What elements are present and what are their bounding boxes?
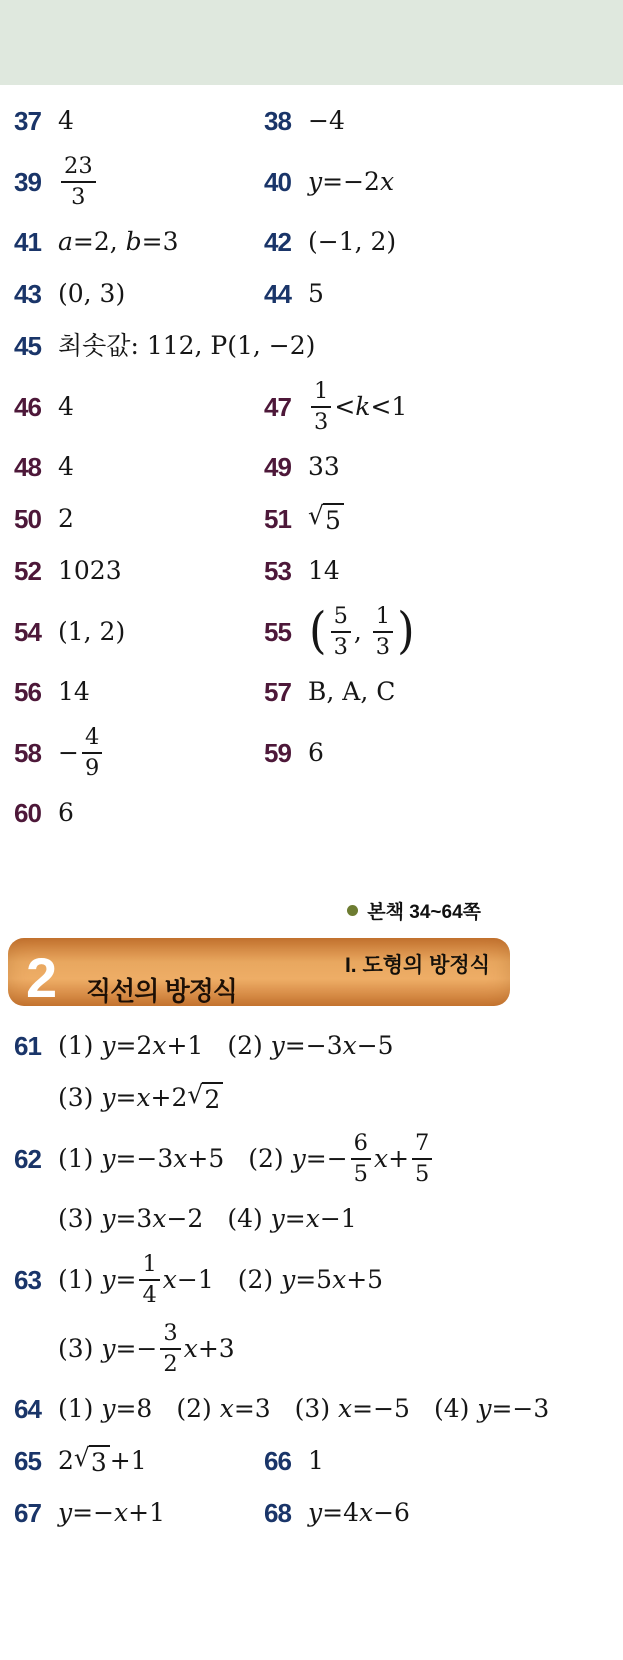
math-variable: y — [270, 1031, 285, 1060]
radical-icon: √ — [308, 500, 324, 530]
math-text: =5 — [295, 1264, 333, 1294]
page-top-band — [0, 0, 623, 85]
math-variable: x — [338, 1394, 353, 1423]
math-text: +1 — [128, 1498, 165, 1527]
answer-cell — [264, 677, 623, 707]
answer-cell — [14, 279, 264, 309]
math-variable: x — [152, 1031, 167, 1060]
answer-cell — [14, 155, 264, 208]
fraction — [351, 1132, 371, 1185]
math-text: =− — [305, 1143, 348, 1173]
math-text: =3 — [233, 1394, 271, 1423]
math-text: 4 — [58, 106, 74, 135]
answer-expression — [58, 1394, 549, 1424]
answer-cell — [264, 380, 623, 433]
question-number: 59 — [264, 737, 291, 768]
question-number: 55 — [264, 616, 291, 647]
answer-row — [14, 1080, 623, 1116]
math-text: +2 — [150, 1083, 188, 1112]
math-variable: x — [162, 1264, 177, 1294]
radical-icon: √ — [187, 1079, 204, 1109]
fraction-denominator: 2 — [163, 1350, 178, 1377]
question-number: 41 — [14, 227, 41, 257]
math-text: −5 — [356, 1031, 394, 1060]
answer-row — [14, 380, 623, 433]
answer-expression — [58, 1253, 383, 1306]
answer-row — [14, 103, 623, 139]
answer-row — [14, 674, 623, 710]
math-text: =−2 — [322, 166, 380, 196]
answer-cell — [14, 556, 264, 586]
question-number: 65 — [14, 1446, 41, 1476]
answer-cell — [264, 167, 623, 197]
answer-row — [14, 449, 623, 485]
answer-row — [14, 276, 623, 312]
math-text: 4 — [58, 391, 74, 421]
answer-cell — [14, 1322, 623, 1375]
math-variable: b — [125, 227, 142, 256]
answer-expression — [58, 1031, 394, 1061]
question-number: 61 — [14, 1031, 41, 1061]
math-text: (4) — [433, 1394, 478, 1423]
bullet-icon — [347, 905, 358, 916]
math-text: 6 — [58, 798, 74, 827]
answer-expression — [58, 504, 74, 534]
math-text: =−3 — [115, 1143, 174, 1173]
math-text: + — [388, 1143, 410, 1173]
answer-row — [14, 1253, 623, 1306]
fraction — [139, 1253, 159, 1306]
chapter-banner — [8, 938, 510, 1009]
answer-row — [14, 1132, 623, 1185]
math-text: (1) — [58, 1143, 102, 1173]
math-text: (3) — [58, 1333, 102, 1363]
answer-expression — [58, 1498, 165, 1528]
math-variable: x — [358, 1498, 374, 1527]
math-text: (2) — [248, 1143, 292, 1173]
math-text: =−3 — [491, 1394, 550, 1423]
fraction-numerator: 5 — [333, 603, 348, 629]
math-text: +1 — [166, 1031, 204, 1060]
radicand: 2 — [202, 1082, 223, 1115]
question-number: 64 — [14, 1394, 41, 1424]
math-text: = — [115, 1264, 137, 1294]
answer-row — [14, 726, 623, 779]
math-text: −1 — [319, 1204, 357, 1233]
answer-cell — [264, 738, 623, 768]
big-paren: ( — [309, 601, 327, 660]
answer-expression — [308, 106, 345, 136]
answer-expression — [308, 452, 340, 482]
fraction-numerator: 1 — [142, 1251, 157, 1277]
math-text: =8 — [115, 1394, 153, 1423]
answer-expression — [58, 1079, 223, 1115]
math-text: −4 — [308, 106, 345, 135]
fraction-denominator: 4 — [142, 1281, 157, 1308]
radicand: 3 — [89, 1445, 110, 1478]
answer-cell — [14, 227, 264, 257]
math-text: = — [284, 1204, 306, 1233]
math-text: =2 — [115, 1031, 153, 1060]
answer-cell — [14, 392, 264, 422]
answer-row — [14, 1495, 623, 1531]
question-number: 43 — [14, 279, 41, 309]
math-text: =− — [72, 1498, 115, 1527]
math-text: 14 — [308, 556, 340, 585]
math-variable: a — [58, 227, 73, 256]
fraction — [160, 1322, 180, 1375]
fraction — [373, 605, 393, 658]
answer-expression — [58, 331, 315, 361]
big-paren: ) — [397, 601, 415, 660]
math-variable: y — [101, 1394, 116, 1423]
question-number: 49 — [264, 452, 291, 482]
math-text: <1 — [370, 391, 408, 421]
answer-expression — [308, 677, 395, 707]
answer-expression — [58, 556, 122, 586]
math-text: 2 — [58, 504, 74, 533]
answer-expression — [308, 1498, 410, 1528]
question-number: 44 — [264, 279, 291, 309]
answer-expression — [308, 500, 344, 536]
math-variable: y — [281, 1264, 296, 1294]
question-number: 62 — [14, 1143, 41, 1174]
answer-cell — [14, 726, 264, 779]
math-variable: y — [101, 1333, 116, 1363]
question-number: 54 — [14, 616, 41, 647]
sqrt-expression — [73, 1442, 110, 1478]
math-text: 1023 — [58, 556, 122, 585]
math-variable: y — [101, 1083, 116, 1112]
math-text: (1) — [58, 1031, 102, 1060]
answer-expression — [58, 617, 125, 647]
question-number: 56 — [14, 677, 41, 707]
math-text: =4 — [322, 1498, 359, 1527]
math-text: = — [115, 1083, 137, 1112]
answer-expression — [58, 155, 99, 208]
math-text: (−1, 2) — [308, 227, 397, 256]
fraction-denominator: 5 — [415, 1160, 430, 1187]
math-text: < — [334, 391, 356, 421]
fraction-numerator: 4 — [84, 724, 100, 750]
reference-note — [0, 897, 481, 924]
math-variable: y — [477, 1394, 492, 1423]
fraction-denominator: 5 — [353, 1160, 368, 1187]
math-text: (0, 3) — [58, 279, 126, 308]
answer-row — [14, 155, 623, 208]
answers-section-2 — [0, 1006, 623, 1531]
math-text: (2) — [237, 1264, 282, 1294]
math-text: =3 — [141, 227, 179, 256]
question-number: 38 — [264, 106, 291, 136]
radical-icon: √ — [73, 1442, 90, 1472]
math-text: 2 — [58, 1446, 74, 1475]
math-text: =− — [115, 1333, 158, 1363]
fraction — [412, 1132, 432, 1185]
math-text: (3) — [58, 1083, 102, 1112]
answer-row — [14, 1201, 623, 1237]
math-text: (2) — [227, 1031, 271, 1060]
fraction-denominator: 3 — [71, 183, 86, 210]
answer-row — [14, 1028, 623, 1064]
math-text: =−5 — [352, 1394, 410, 1423]
reference-note-text: 본책 34~64쪽 — [367, 902, 481, 923]
answer-expression — [58, 798, 74, 828]
math-variable: x — [342, 1031, 357, 1060]
answer-expression — [308, 738, 324, 768]
question-number: 58 — [14, 737, 41, 768]
math-text: (1) — [58, 1264, 102, 1294]
question-number: 42 — [264, 227, 291, 257]
answer-row — [14, 224, 623, 260]
answer-cell — [264, 500, 623, 536]
fraction — [61, 155, 96, 208]
math-variable: x — [305, 1204, 320, 1233]
fraction — [311, 380, 331, 433]
answer-row — [14, 501, 623, 537]
answer-cell — [14, 1132, 623, 1185]
math-text: B, A, C — [308, 677, 396, 706]
answer-row — [14, 1443, 623, 1479]
answer-expression — [58, 279, 125, 309]
question-number: 37 — [14, 106, 41, 136]
math-text: , — [353, 616, 370, 646]
question-number: 39 — [14, 166, 41, 197]
radicand: 5 — [323, 503, 344, 536]
sqrt-expression — [187, 1079, 223, 1115]
math-text: (1, 2) — [58, 616, 126, 646]
math-text: 33 — [308, 452, 340, 481]
answer-cell — [14, 798, 623, 828]
chapter-number: 2 — [26, 945, 58, 1009]
math-text: (4) — [227, 1204, 271, 1233]
math-text: =−3 — [284, 1031, 343, 1060]
answer-expression — [58, 1132, 435, 1185]
answer-row — [14, 553, 623, 589]
math-text: +3 — [197, 1333, 235, 1363]
answer-cell — [264, 227, 623, 257]
math-variable: x — [173, 1143, 188, 1173]
answer-expression — [58, 452, 74, 482]
math-variable: y — [101, 1204, 116, 1233]
fraction-denominator: 3 — [375, 633, 391, 660]
answer-cell — [14, 1498, 264, 1528]
math-text: 6 — [308, 737, 324, 767]
math-text: =2, — [72, 227, 126, 256]
fraction — [82, 726, 102, 779]
answer-cell — [14, 106, 264, 136]
fraction-numerator: 6 — [353, 1130, 368, 1156]
answer-expression — [58, 392, 74, 422]
math-text: −6 — [373, 1498, 410, 1527]
math-variable: y — [101, 1264, 116, 1294]
question-number: 45 — [14, 331, 41, 361]
question-number: 46 — [14, 391, 41, 422]
question-number: 40 — [264, 166, 291, 197]
math-variable: x — [219, 1394, 234, 1423]
question-number: 48 — [14, 452, 41, 482]
math-variable: k — [355, 391, 371, 421]
fraction — [331, 605, 351, 658]
answer-cell — [14, 1442, 264, 1478]
answer-expression — [58, 227, 179, 257]
answer-cell — [14, 1079, 623, 1115]
answer-expression — [58, 1322, 235, 1375]
answer-cell — [264, 1446, 623, 1476]
math-variable: y — [308, 166, 323, 196]
math-text: (3) — [294, 1394, 339, 1423]
answer-row — [14, 1391, 623, 1427]
answer-cell — [14, 1253, 623, 1306]
math-variable: y — [270, 1204, 285, 1233]
answer-cell — [14, 331, 623, 361]
question-number: 53 — [264, 556, 291, 586]
math-text: +5 — [346, 1264, 384, 1294]
answer-cell — [264, 279, 623, 309]
answer-cell — [264, 556, 623, 586]
math-variable: x — [183, 1333, 198, 1363]
answer-cell — [264, 452, 623, 482]
question-number: 52 — [14, 556, 41, 586]
answer-cell — [14, 617, 264, 647]
question-number: 47 — [264, 391, 291, 422]
fraction-denominator: 3 — [314, 408, 329, 435]
question-number: 67 — [14, 1498, 41, 1528]
answer-row — [14, 1322, 623, 1375]
math-text: (1) — [58, 1394, 102, 1423]
answer-cell — [14, 1394, 623, 1424]
math-variable: y — [101, 1031, 116, 1060]
math-variable: x — [373, 1143, 389, 1173]
question-number: 66 — [264, 1446, 291, 1476]
math-text: 1 — [308, 1446, 324, 1475]
math-variable: y — [58, 1498, 73, 1527]
fraction-numerator: 3 — [163, 1320, 178, 1346]
answer-cell — [264, 1498, 623, 1528]
question-number: 57 — [264, 677, 291, 707]
fraction-numerator: 1 — [314, 378, 329, 404]
fraction-numerator: 23 — [64, 153, 93, 179]
question-number: 63 — [14, 1264, 41, 1295]
math-text: − — [58, 737, 79, 767]
answer-expression — [58, 106, 74, 136]
fraction-denominator: 3 — [333, 633, 348, 660]
answer-cell — [14, 452, 264, 482]
answer-expression — [308, 227, 396, 257]
chapter-title: 직선의 방정식 — [86, 976, 237, 1006]
answer-cell — [264, 106, 623, 136]
answer-cell — [14, 1204, 623, 1234]
math-variable: x — [136, 1083, 151, 1112]
answer-expression — [308, 279, 324, 309]
math-text: 최솟값: 112, P(1, −2) — [58, 331, 316, 360]
question-number: 50 — [14, 504, 41, 534]
answer-expression — [58, 1204, 357, 1234]
answer-cell — [264, 601, 623, 660]
math-variable: x — [332, 1264, 347, 1294]
fraction-denominator: 9 — [84, 754, 100, 781]
answer-cell — [14, 1031, 623, 1061]
answer-row — [14, 795, 623, 831]
answer-expression — [58, 677, 90, 707]
answer-expression — [308, 380, 407, 433]
answer-expression — [58, 1442, 147, 1478]
unit-label: I. 도형의 방정식 — [344, 954, 490, 977]
fraction-numerator: 7 — [415, 1130, 430, 1156]
answer-row — [14, 601, 623, 660]
math-text: 5 — [308, 279, 324, 308]
answer-row — [14, 328, 623, 364]
math-text: −2 — [166, 1204, 204, 1233]
answer-cell — [14, 504, 264, 534]
answer-cell — [14, 677, 264, 707]
answer-expression — [58, 726, 105, 779]
question-number: 60 — [14, 798, 41, 828]
math-variable: x — [152, 1204, 167, 1233]
math-text: 4 — [58, 452, 74, 481]
math-text: +1 — [109, 1446, 147, 1475]
math-text: 14 — [58, 677, 90, 706]
math-variable: x — [379, 166, 395, 196]
math-text: (2) — [176, 1394, 220, 1423]
fraction-numerator: 1 — [375, 603, 391, 629]
math-variable: y — [291, 1143, 306, 1173]
math-variable: y — [101, 1143, 116, 1173]
answer-expression — [308, 556, 340, 586]
math-text: (3) — [58, 1204, 102, 1233]
sqrt-expression — [308, 500, 344, 536]
question-number: 51 — [264, 504, 291, 534]
math-variable: y — [308, 1498, 323, 1527]
answer-expression — [308, 167, 394, 197]
answer-expression — [308, 1446, 324, 1476]
math-text: +5 — [187, 1143, 225, 1173]
math-text: −1 — [176, 1264, 214, 1294]
math-text: =3 — [115, 1204, 153, 1233]
math-variable: x — [114, 1498, 129, 1527]
question-number: 68 — [264, 1498, 291, 1528]
answer-expression — [308, 601, 416, 660]
answers-section-1 — [0, 85, 623, 831]
